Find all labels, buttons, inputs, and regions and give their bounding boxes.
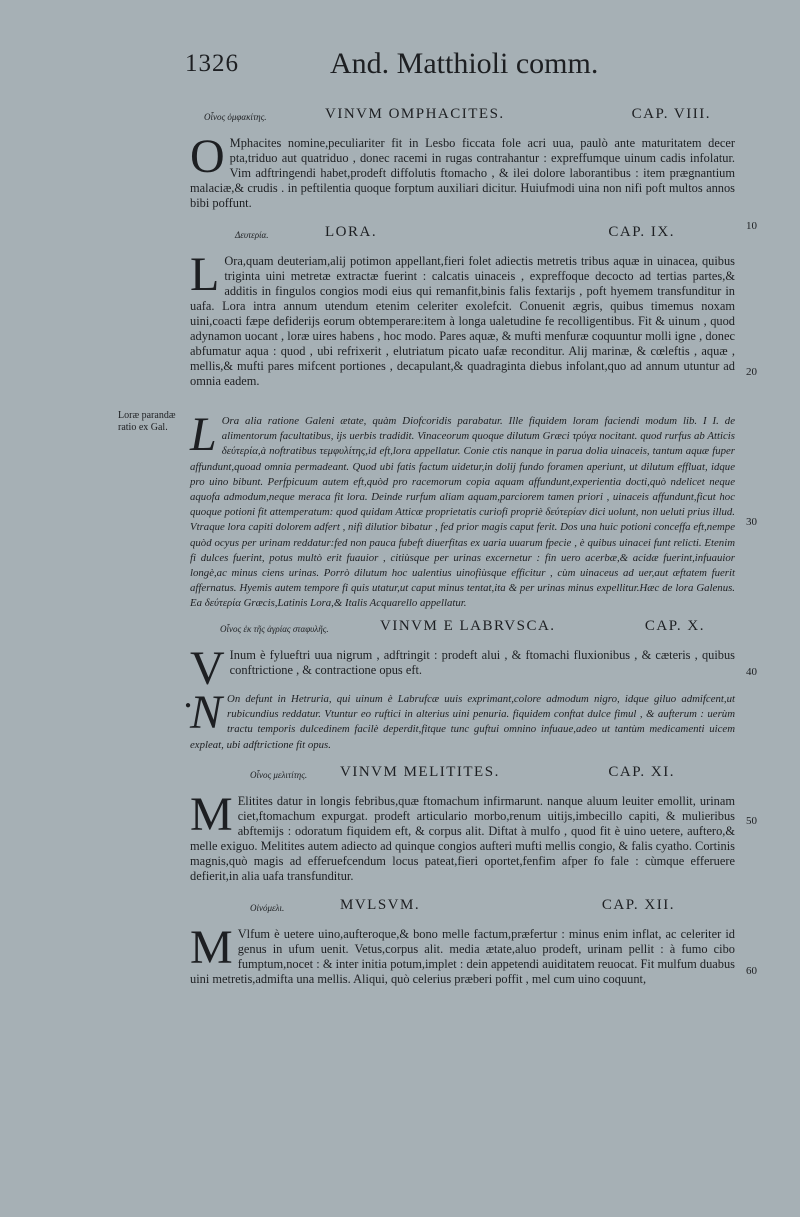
paragraph: On defunt in Hetruria, qui uinum è Labrufcæ uuis exprimant,colore admodum nigro, idque giluo admifcent,ut rubicundius reddatur. Vtuntur eo ruftici in alterius uini penuria. fiquidem conftat dulce fimul , & aufterum : uerùm tractu temporis dulcedinem facilè deperdit,fitque tunc guftui omnino infuaue,adeo ut tantùm medicamenti uicem expleat, ubi adftrictione fit opus. <box>190 693 735 751</box>
page-header <box>185 47 745 90</box>
chapter-title: MVLSVM. <box>340 897 421 913</box>
page-number: 1326 <box>185 50 239 77</box>
chapter-number: CAP. XII. <box>601 897 675 913</box>
section-lora <box>190 224 735 389</box>
drop-cap: O <box>190 130 225 183</box>
drop-cap: V <box>190 642 225 695</box>
chapter-heading <box>190 224 735 246</box>
greek-title: Οἶνος μελιτίτης. <box>250 770 308 780</box>
chapter-title: VINVM OMPHACITES. <box>325 106 505 122</box>
bullet-mark: ● <box>185 700 192 711</box>
chapter-heading <box>190 618 735 640</box>
drop-cap: L <box>190 248 220 301</box>
chapter-text <box>190 130 735 211</box>
chapter-number: CAP. X. <box>644 618 705 634</box>
chapter-number: CAP. VIII. <box>631 106 711 122</box>
section-omphacites <box>190 106 735 211</box>
line-number: 50 <box>746 815 757 827</box>
chapter-number: CAP. IX. <box>608 224 675 240</box>
chapter-title: VINVM MELITITES. <box>340 764 500 780</box>
drop-cap: N <box>190 686 223 739</box>
paragraph: Inum è fylueftri uua nigrum , adftringit : prodeft alui , & ftomachi fluxionibus , & cæteris , quibus conftrictione , & contractione opus eft. <box>229 648 735 677</box>
chapter-title: VINVM E LABRVSCA. <box>380 618 556 634</box>
chapter-text <box>190 921 735 987</box>
paragraph: Vlfum è uetere uino,aufteroque,& bono melle factum,præfertur : minus enim inflat, ac celeriter id genus in ufum uenit. Vetus,corpus alit. media ætate,aluo prodeft, urinam pellit : à fumo cibo fumptum,nocet : & inter initia potum,implet : dein appetendi auiditatem reuocat. Fit mulfum duabus uini metretis,admifta una mellis. Aliqui, quò celerius præberi poffit , mel cum uino coquunt, <box>190 927 735 986</box>
greek-title: Οἶνος ἐκ τῆς ἀγρίας σταφυλῆς. <box>220 624 329 634</box>
paragraph: Mphacites nomine,peculiariter fit in Lesbo ficcata fole acri uua, paulò ante maturitatem decer pta,triduo aut quatriduo , donec racemi in rugas contrahantur : expreffumque uinum cadis infolatur. Vim adftringendi habet,prodeft diffolutis ftomacho , & ilei dolore laborantibus : item prægnantium malaciæ,& crudis . in peftilentia quoque forptum auxiliari dicitur. Huiufmodi uina non nifi poft multos annos bibi poffunt. <box>190 136 735 210</box>
line-number: 10 <box>746 220 757 232</box>
section-labrusca <box>190 618 735 753</box>
line-number: 40 <box>746 666 757 678</box>
paragraph: Ora alia ratione Galeni ætate, quàm Diofcoridis parabatur. Ille fiquidem loram faciendi modum lib. I I. de alimentorum facultatibus, ijs uerbis tradidit. Vinaceorum quoque dilutum Græci τρύγα nocitant. quod rurfus ab Atticis δεύτερία,à noftratibus τεμφυλίτης,id eft,lora appellatur. Conie ctis nanque in parua dolia uinaceis, tantum aquæ fuper affundunt,quoad omnia permadeant. Quod ubi fatis factum uidetur,in dolij fundo foramen aperiunt, ut dilutum effluat, idque pro uino bibunt. Perfpicuum autem eft,quòd pro racemorum copia aquam affundunt,experientia docti,quò ndelicet neque aquofa admodum,neque meraca fit lora. Deinde rurfum aliam aquam,parciorem tamen priori , uinaceis affundunt,ficut hoc quoque potioni fit attemperatum: quod quidam Atticæ proprietatis curiofi propriè δεύτερίαν dici uolunt, non ueluti prius illud. Vtraque lora capiti dolorem adfert , nifi dilutior bibatur , fed prior magis caput ferit. Dos una huic potioni conceffa eft,nempe quòd ocyus per urinam reddatur:fed non pauca fubeft diuerfitas ex uaria uuarum fpecie , è quibus uinacei funt relicti. Etenim fi dulces fuerint, potus multò erit fuauior , citiùsque per urinas excernetur : fin uero acerbæ,& acidæ fuerint,infuauior longè,ac minus ciens urinas. Porrò dilutum hoc ualentius uinofiùsque efficitur , cùm uinaceus ad uer,aut æftatem fuerit affernatus. Hyemis autem tempore fi quis utatur,ut caput minus tentat,ita & per urinas minus expellitur.Hæc de lora Galenus. Ea δεύτερία Græcis,Latinis Lora,& Italis Acquarello appellatur. <box>190 415 735 610</box>
margin-note: Loræ parandæ ratio ex Gal. <box>118 410 176 433</box>
greek-title: Οἶνος ὀμφακίτης. <box>204 112 267 122</box>
paragraph: Elitites datur in longis febribus,quæ ftomachum infirmarunt. nanque aluum leuiter emollit, urinam ciet,ftomachum expurgat. prodeft articulario morbo,renum uitijs,imbecillo capiti, & mulieribus abftemijs : odoratum fiquidem eft, & corpus alit. Diftat à mulfo , quod fit è uino uetere, auftero,& melle exiguo. Melitites autem adiecto ad quinque congios aufteri mufti mellis congio, & falis cyatho. Cortinis magnis,quò magis ad efferuefcendum locus pateat,fieri oportet,fenfim afper fo fale : cùmque efferuere defierit,in alia uafa transfunditur. <box>190 794 735 883</box>
paragraph: Ora,quam deuteriam,alij potimon appellant,fieri folet adiectis metretis tribus aquæ in uinacea, quibus triginta uini metretæ extractæ fuerint : calcatis uinaceis , expreffoque decocto ad tertias partes,& additis in fingulos congios modi eius qui remanfit,binis falis fextarijs , poft hyemem transfunditur in uafa. Lora intra annum utendum etenim celeriter exolefcit. Conuenit ægris, quibus timemus noxam uini,coacti fæpe defiderijs eorum obtemperare:item à longa ualetudine fe recolligentibus. Fit & uinum , quod adynamon uocant , loræ uires habens , hoc modo. Pares aquæ, & mufti menfuræ coquuntur molli igne , donec abfumatur aqua : quod , ubi refrixerit , elutriatum picato uafæ reconditur. Alij marinæ, & cœleftis , aquæ , mellis,& mufti pares mifcent portiones , decapulant,& quadraginta diebus infolant,quo ad annum utuntur ad omnia eadem. <box>190 254 735 388</box>
chapter-heading <box>190 897 735 919</box>
line-number: 30 <box>746 516 757 528</box>
chapter-text <box>190 248 735 389</box>
chapter-heading <box>190 106 735 128</box>
greek-title: Δευτερία. <box>235 230 269 240</box>
commentary-text <box>190 686 735 753</box>
line-number: 20 <box>746 366 757 378</box>
chapter-number: CAP. XI. <box>608 764 675 780</box>
drop-cap: M <box>190 788 233 841</box>
drop-cap: L <box>190 408 217 461</box>
greek-title: Οἰνόμελι. <box>250 903 285 913</box>
drop-cap: M <box>190 921 233 974</box>
running-title: And. Matthioli comm. <box>330 47 599 80</box>
line-number: 60 <box>746 965 757 977</box>
chapter-text <box>190 788 735 884</box>
chapter-text <box>190 642 735 695</box>
chapter-heading <box>190 764 735 786</box>
section-melitites <box>190 764 735 884</box>
commentary-text <box>190 408 735 612</box>
chapter-title: LORA. <box>325 224 378 240</box>
lora-commentary <box>190 406 735 612</box>
section-mulsum <box>190 897 735 987</box>
